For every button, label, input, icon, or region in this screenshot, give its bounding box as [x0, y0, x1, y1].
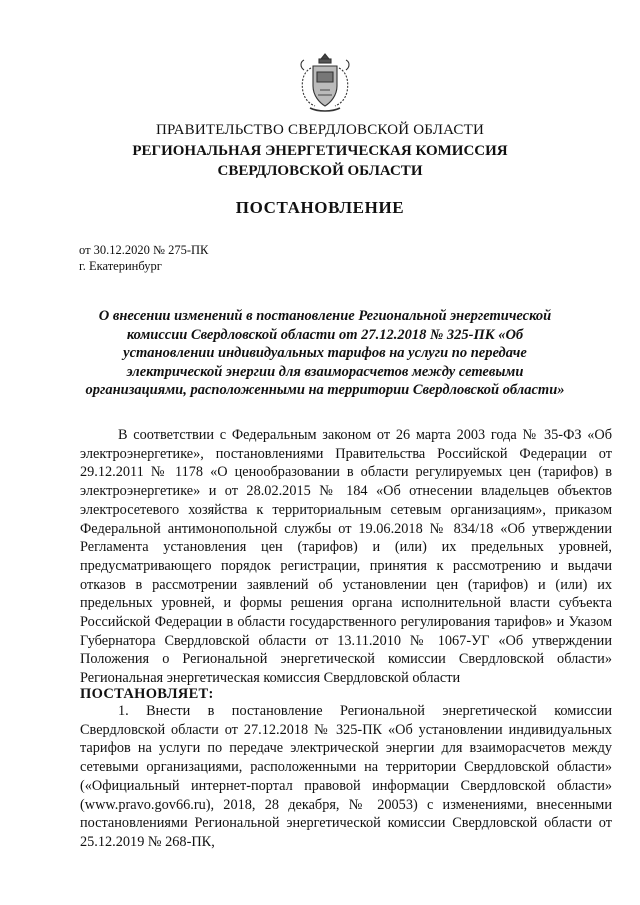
- item-1-paragraph: 1. Внести в постановление Региональной энергетической комиссии Свердловской области от 27.12.2018 № 325-ПК «Об установлении индивидуальных тарифов на услуги по передаче электрической энергии для взаиморасчетов между сетевыми организациями, расположенными на территории Свердловской области» («Официальный интернет-портал правовой информации Свердловской области» (www.pravo.gov66.ru), 2018, 28 декабря, № 20053) с изменениями, внесенными постановлениями Региональной энергетической комиссии Свердловской области от 25.12.2019 № 268-ПК,: [80, 703, 612, 850]
- header-government: ПРАВИТЕЛЬСТВО СВЕРДЛОВСКОЙ ОБЛАСТИ: [155, 122, 485, 138]
- date-number: от 30.12.2020 № 275-ПК: [79, 243, 209, 257]
- decree-heading: ПОСТАНОВЛЯЕТ:: [80, 686, 214, 702]
- city: г. Екатеринбург: [79, 259, 162, 273]
- coat-of-arms-icon: [296, 50, 354, 114]
- header-region: СВЕРДЛОВСКОЙ ОБЛАСТИ: [217, 163, 423, 179]
- preamble-paragraph: В соответствии с Федеральным законом от 26 марта 2003 года № 35-ФЗ «Об электроэнергетике», постановлениями Правительства Российской Федерации от 29.12.2011 № 1178 «О ценообразовании в области регулируемых цен (тарифов) в электроэнергетике» и от 28.02.2015 № 184 «Об отнесении владельцев объектов электросетевого хозяйства к территориальным сетевым организациям», приказом Федеральной антимонопольной службы от 19.06.2018 № 834/18 «Об утверждении Регламента установления цен (тарифов) и (или) их предельных уровней, предусматривающего порядок регистрации, принятия к рассмотрению и выдачи отказов в рассмотрении заявлений об установлении цен (тарифов) и (или) их предельных уровней, и формы решения органа исполнительной власти субъекта Российской Федерации в области государственного регулирования тарифов» и Указом Губернатора Свердловской области от 13.11.2010 № 1067-УГ «Об утверждении Положения о Региональной энергетической комиссии Свердловской области» Региональная энергетическая комиссия Свердловской области: [80, 427, 612, 687]
- document-title: ПОСТАНОВЛЕНИЕ: [235, 198, 405, 217]
- document-subject: О внесении изменений в постановление Региональной энергетической комиссии Свердловской области от 27.12.2018 № 325-ПК «Об установлении индивидуальных тарифов на услуги по передаче электрической энергии для взаиморасчетов между сетевыми организациями, расположенными на территории Свердловской области»: [85, 308, 565, 398]
- header-commission: РЕГИОНАЛЬНАЯ ЭНЕРГЕТИЧЕСКАЯ КОМИССИЯ: [132, 143, 508, 159]
